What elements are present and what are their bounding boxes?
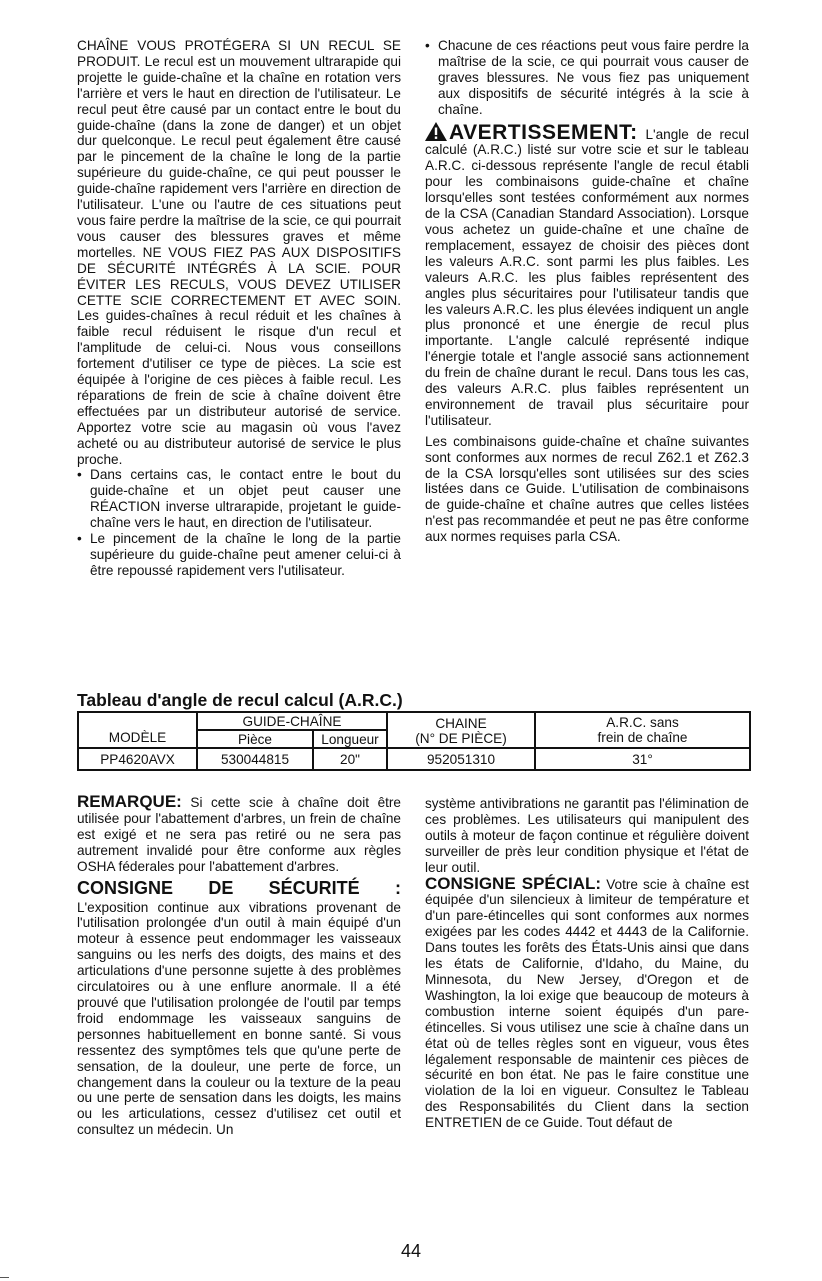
left-column-top (77, 38, 401, 579)
cell-model: PP4620AVX (78, 748, 197, 770)
header-arc-line1: A.R.C. sans (606, 715, 679, 730)
right-column-top (425, 38, 749, 545)
cell-chain: 952051310 (387, 748, 535, 770)
left-column-bottom (77, 794, 401, 1138)
header-arc-line2: frein de chaîne (597, 730, 688, 745)
safety-heading-colon: : (394, 877, 401, 898)
edge-mark (0, 1277, 9, 1278)
warning-text: L'angle de recul calculé (A.R.C.) listé sur votre scie et sur le tableau A.R.C. ci-dessous représente l'angle de recul établi pour les combinaisons guide-chaîne et chaîne lorsqu'elles sont testées conformément aux normes de la CSA (Canadian Standard Association). Lorsque vous achetez un guide-chaîne et une chaîne de remplacement, essayez de choisir des pièces dont les valeurs A.R.C. sont parmi les plus faibles. Les valeurs A.R.C. les plus faibles représentent des angles plus sécuritaires pour l'utilisateur tandis que les valeurs A.R.C. les plus élevées indiquent un angle plus prononcé et une énergie de recul plus importante. L'angle calculé représenté indique l'énergie totale et l'angle associé sans actionnement du frein de chaîne durant le recul. Dans tous les cas, des valeurs A.R.C. plus faibles représentent un environnement de travail plus sécuritaire pour l'utilisateur. (425, 126, 750, 428)
warning-label: AVERTISSEMENT: (449, 120, 638, 144)
header-length: Longueur (313, 730, 387, 748)
antivibration-paragraph: système antivibrations ne garantit pas l'élimination de ces problèmes. Les utilisateurs qui manipulent des outils à moteur de façon continue et régulière doivent surveiller de près leur condition physique et l'état de leur outil. (425, 796, 749, 875)
header-chain-line1: CHAINE (435, 716, 487, 731)
table-row (78, 748, 750, 770)
special-paragraph (425, 873, 750, 1132)
special-label: CONSIGNE SPÉCIAL: (425, 873, 602, 893)
reaction-bullet-list (425, 38, 749, 118)
special-text: Votre scie à chaîne est équipée d'un silencieux à limiteur de température et d'un pare-étincelles qui sont conformes aux normes exigées par les codes 4442 et 4443 de la Californie. Dans toutes les forêts des États-Unis ainsi que dans les états de Californie, d'Idaho, du Maine, du Minnesota, du New Jersey, d'Oregon et de Washington, la loi exige que beaucoup de moteurs à combustion interne soient équipés d'un pare-étincelles. Si vous utilisez une scie à chaîne dans un état où de telles règles sont en vigueur, vous êtes légalement responsable de maintenir ces pièces de sécurité en bon état. Ne pas le faire constitue une violation de la loi en vigueur. Consultez le Tableau des Responsabilités du Client dans la section ENTRETIEN de ce Guide. Tout défaut de (425, 876, 750, 1131)
header-chain (387, 712, 535, 748)
cell-length: 20" (313, 748, 387, 770)
cell-piece: 530044815 (197, 748, 313, 770)
safety-heading-word-1: CONSIGNE (77, 877, 174, 898)
arc-table-title: Tableau d'angle de recul calcul (A.R.C.) (77, 690, 403, 710)
bullet-tip-contact: • Dans certains cas, le contact entre le bout du guide-chaîne et un objet peut causer une RÉACTION inverse ultrarapide, projetant le guide-chaîne vers le haut, en direction de l'utilisateur. (77, 467, 401, 531)
header-chain-line2: (N° DE PIÈCE) (415, 731, 507, 746)
header-guide: GUIDE-CHAÎNE (197, 712, 387, 730)
cell-arc: 31° (535, 748, 750, 770)
page-number: 44 (400, 1241, 422, 1261)
warning-triangle-icon (425, 122, 447, 141)
right-column-bottom (425, 796, 749, 1131)
remarque-text: Si cette scie à chaîne doit être utilisée pour l'abattement d'arbres, un frein de chaîne est exigé et ne sera pas retiré ou ne sera pas autrement invalidé pour être conforme aux règles OSHA féderales pour l'abattement d'arbres. (77, 795, 401, 874)
warning-paragraph (425, 122, 749, 429)
safety-heading-word-3: SÉCURITÉ (268, 877, 360, 898)
combinations-paragraph: Les combinaisons guide-chaîne et chaîne suivantes sont conformes aux normes de recul Z62.1 et Z62.3 de la CSA lorsqu'elles sont utilisées sur des scies listées dans ce Guide. L'utilisation de combinaisons de guide-chaîne et chaîne autres que celles listées n'est pas recommandée et peut ne pas être conforme aux normes requises parla CSA. (425, 433, 749, 545)
header-piece: Pièce (197, 730, 313, 748)
remarque-label: REMARQUE: (77, 792, 182, 811)
kickback-bullet-list (77, 467, 401, 578)
remarque-paragraph (77, 794, 401, 875)
header-model: MODÈLE (78, 712, 197, 748)
arc-table (77, 711, 751, 771)
kickback-intro-paragraph: CHAÎNE VOUS PROTÉGERA SI UN RECUL SE PRODUIT. Le recul est un mouvement ultrarapide qui projette le guide-chaîne et la chaîne en rotation vers l'arrière et vers le haut en direction de l'utilisateur. Le recul peut être causé par un contact entre le bout du guide-chaîne (dans la zone de danger) et un objet dur quelconque. Le recul peut également être causé par le pincement de la chaîne le long de la partie supérieure du guide-chaîne, ce qui peut pousser le guide-chaîne rapidement vers l'arrière en direction de l'utilisateur. L'une ou l'autre de ces situations peut vous faire perdre la maîtrise de la scie, ce qui pourrait vous causer des blessures graves et même mortelles. NE VOUS FIEZ PAS AUX DISPOSITIFS DE SÉCURITÉ INTÉGRÉS À LA SCIE. POUR ÉVITER LES RECULS, VOUS DEVEZ UTILISER CETTE SCIE CORRECTEMENT ET AVEC SOIN. Les guides-chaînes à recul réduit et les chaînes à faible recul réduisent le risque d'un recul et l'amplitude de celui-ci. Nous vous conseillons fortement d'utiliser ce type de pièces. La scie est équipée à l'origine de ces pièces à faible recul. Les réparations de frein de scie à chaîne doivent être effectuées par un distributeur autorisé de service. Apportez votre scie au magasin où vous l'avez acheté ou au distributeur autorisé de service le plus proche. (77, 38, 401, 467)
bullet-loss-of-control: • Chacune de ces réactions peut vous faire perdre la maîtrise de la scie, ce qui pourrait vous causer de graves blessures. Ne vous fiez pas uniquement aux dispositifs de sécurité intégrés à la scie à chaîne. (425, 38, 749, 118)
bullet-pinch: • Le pincement de la chaîne le long de la partie supérieure du guide-chaîne peut amener celui-ci à être repoussé rapidement vers l'utilisateur. (77, 531, 401, 579)
safety-heading (77, 878, 401, 898)
safety-heading-word-2: DE (208, 877, 234, 898)
vibration-paragraph: L'exposition continue aux vibrations provenant de l'utilisation prolongée d'un outil à main équipé d'un moteur à essence peut endommager les vaisseaux sanguins ou les nerfs des doigts, des mains et des articulations d'une personne sujette à des problèmes circulatoires ou à une enflure anormale. Il a été prouvé que l'utilisation prolongée de l'outil par temps froid endommage les vaisseaux sanguins de personnes habituellement en bonne santé. Si vous ressentez des symptômes tels que qu'une perte de sensation, de la douleur, une perte de force, un changement dans la couleur ou la texture de la peau ou une perte de sensation dans les doigts, les mains ou les articulations, cessez d'utilisez cet outil et consultez un médecin. Un (77, 899, 401, 1138)
header-arc (535, 712, 750, 748)
